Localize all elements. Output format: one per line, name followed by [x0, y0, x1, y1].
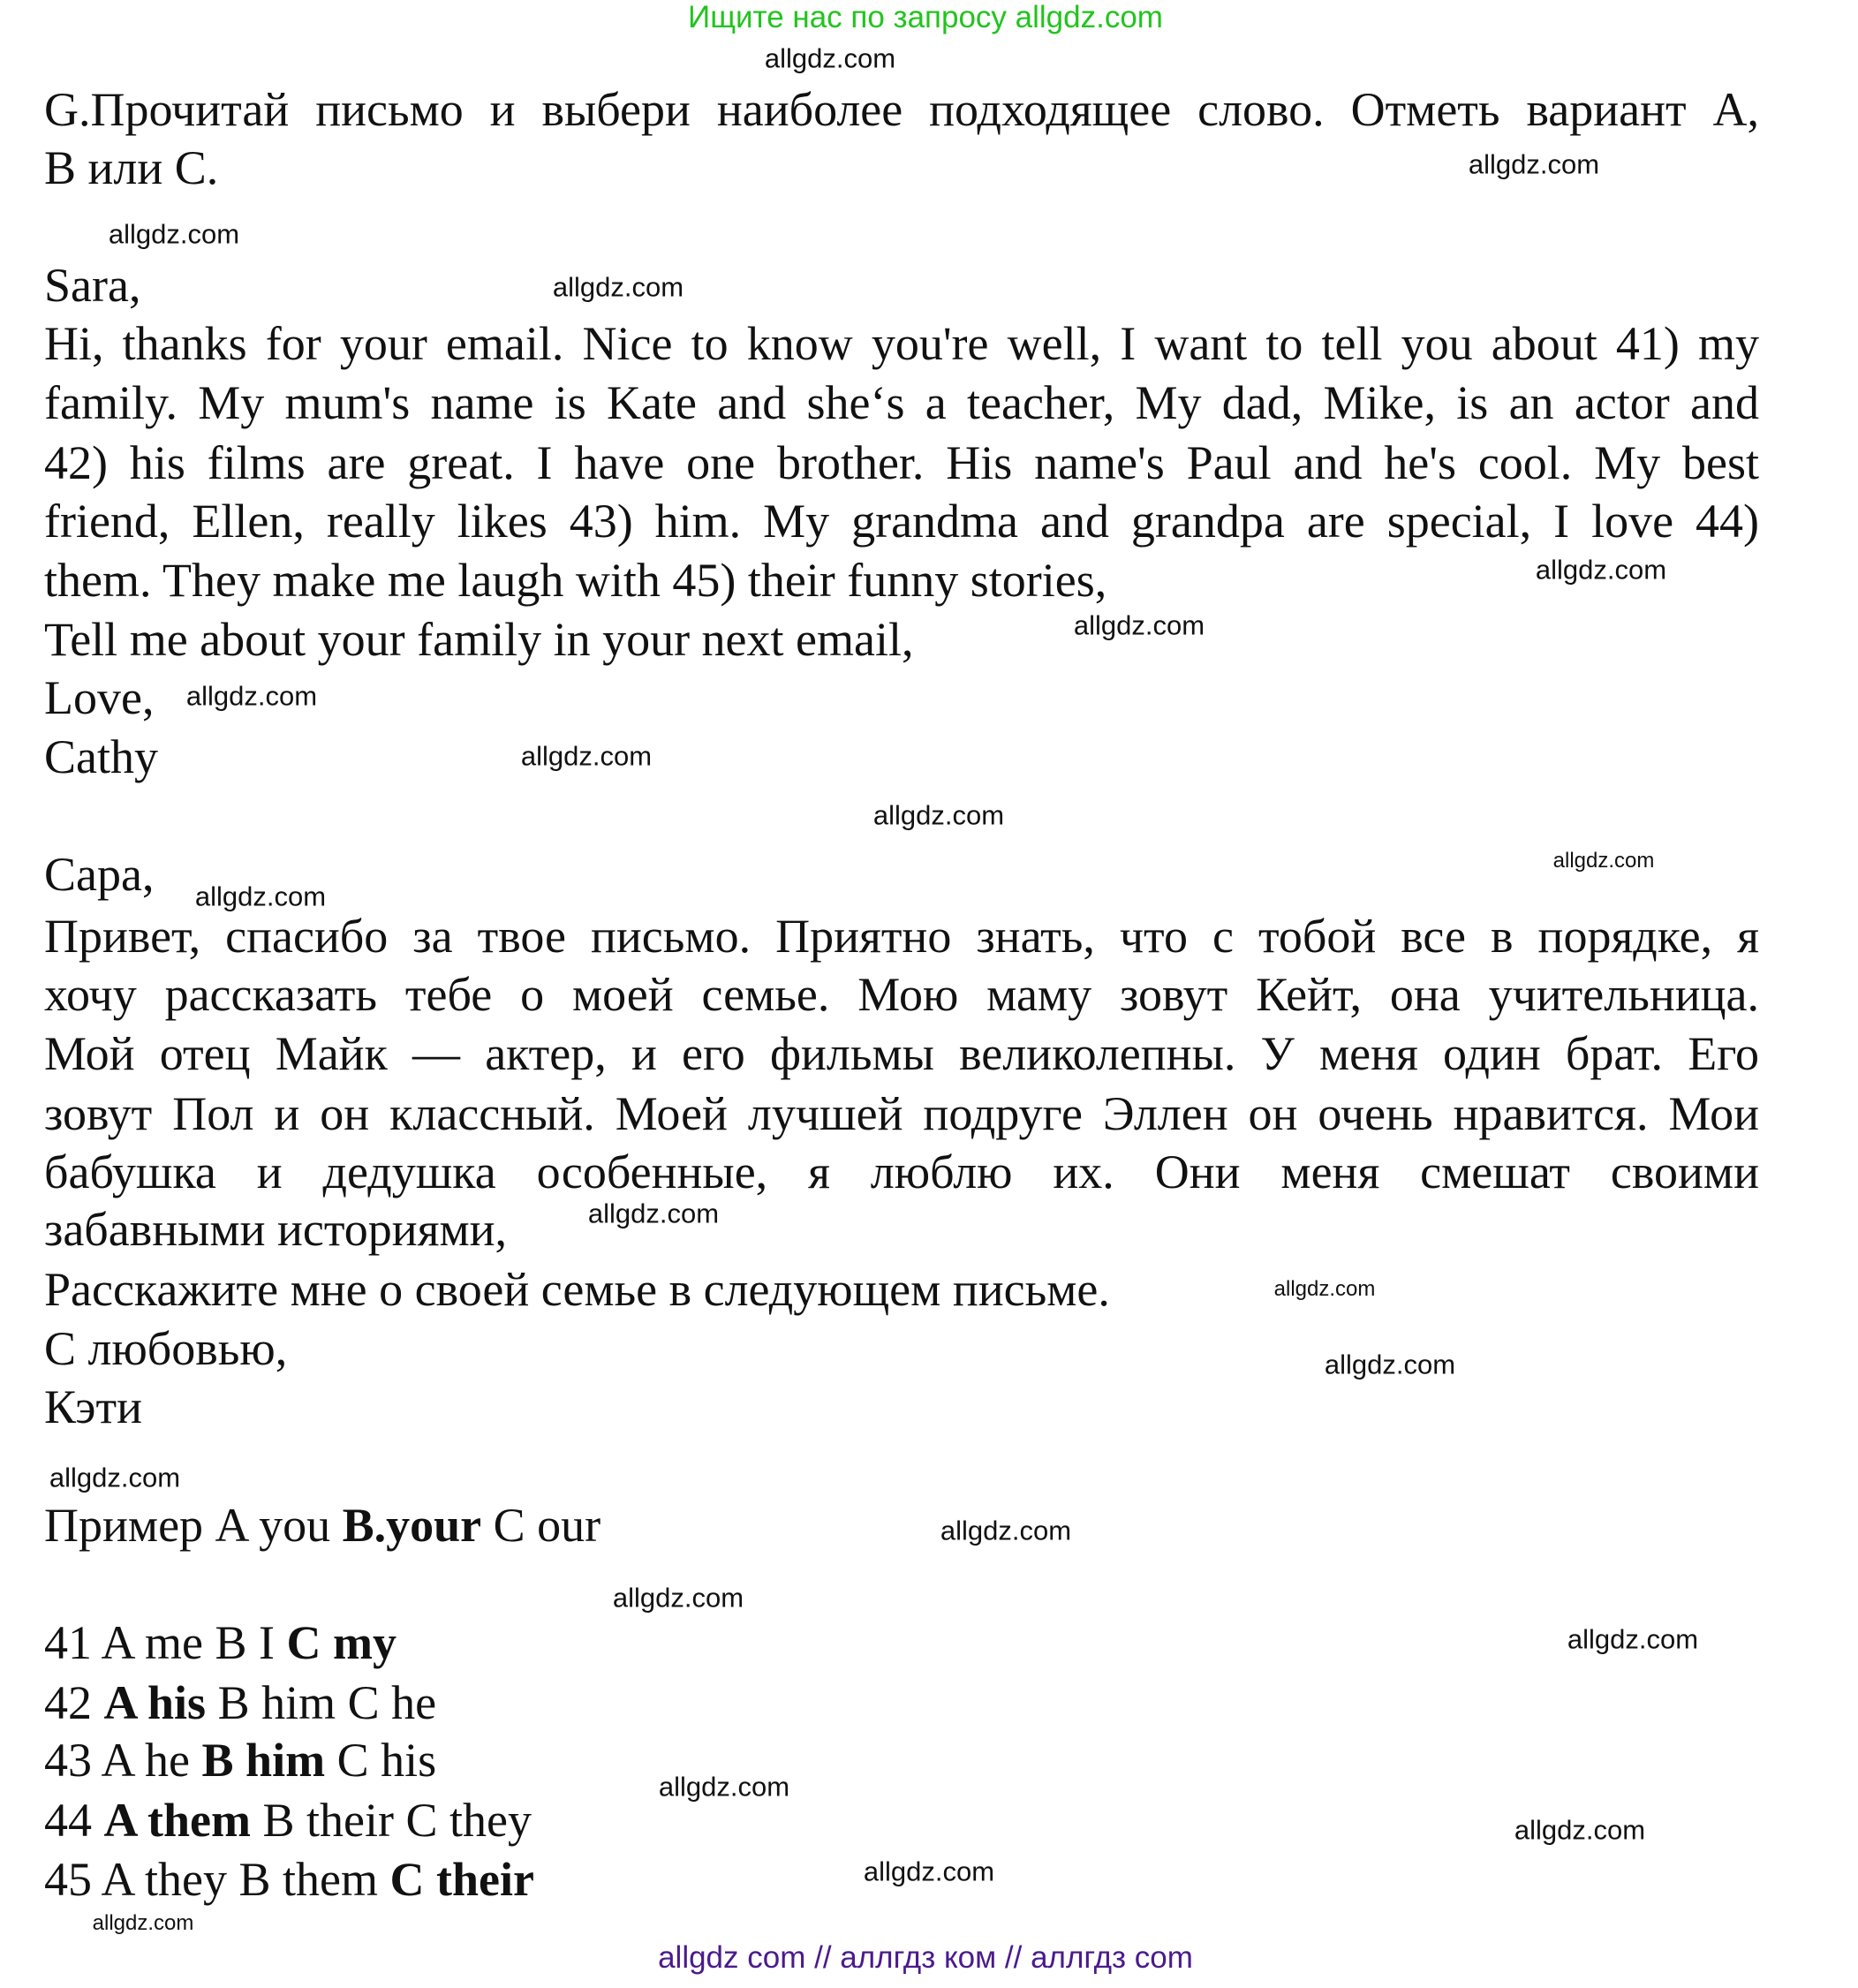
- watermark: allgdz.com: [612, 1582, 744, 1614]
- russian-line: Расскажите мне о своей семье в следующем письме.: [44, 1263, 1110, 1316]
- answer-option: B him: [217, 1676, 336, 1729]
- russian-line: Мой отец Майк — актер, и его фильмы великолепны. У меня один брат. Его: [44, 1027, 1759, 1080]
- watermark: allgdz.com: [1273, 1277, 1376, 1301]
- english-line: friend, Ellen, really likes 43) him. My grandma and grandpa are special, I love 44): [44, 495, 1759, 548]
- watermark: allgdz.com: [1324, 1349, 1456, 1380]
- answer-number: 45: [44, 1853, 92, 1906]
- watermark: allgdz.com: [764, 42, 896, 74]
- example-option: A you: [215, 1499, 331, 1552]
- english-line: family. My mum's name is Kate and she‘s a teacher, My dad, Mike, is an actor and: [44, 376, 1759, 429]
- answer-option: B them: [238, 1853, 379, 1906]
- english-line: Tell me about your family in your next email,: [44, 613, 914, 666]
- answer-option-correct: B him: [201, 1734, 326, 1787]
- answer-number: 41: [44, 1616, 92, 1669]
- answer-option-correct: C my: [286, 1616, 397, 1669]
- watermark: allgdz.com: [1567, 1623, 1699, 1655]
- watermark: allgdz.com: [49, 1462, 181, 1493]
- watermark: allgdz.com: [92, 1911, 194, 1935]
- watermark: allgdz.com: [940, 1515, 1072, 1546]
- answer-option: A me: [101, 1616, 204, 1669]
- english-line: them. They make me laugh with 45) their funny stories,: [44, 554, 1107, 607]
- answer-number: 42: [44, 1676, 92, 1729]
- english-line: 42) his films are great. I have one brother. His name's Paul and he's cool. My best: [44, 436, 1759, 489]
- example-option-correct: B.your: [342, 1499, 482, 1552]
- answer-option: C they: [405, 1794, 532, 1847]
- russian-closing: С любовью,: [44, 1322, 288, 1375]
- watermark: allgdz.com: [1552, 849, 1655, 873]
- answer-option-correct: C their: [389, 1853, 534, 1906]
- answer-number: 44: [44, 1794, 92, 1847]
- example-label: Пример: [44, 1499, 204, 1552]
- promo-header[interactable]: Ищите нас по запросу allgdz.com: [688, 0, 1163, 34]
- watermark: allgdz.com: [520, 740, 653, 772]
- watermark: allgdz.com: [108, 218, 240, 250]
- watermark: allgdz.com: [194, 881, 327, 912]
- watermark: allgdz.com: [872, 799, 1005, 831]
- answer-option: A he: [101, 1734, 191, 1787]
- english-greeting: Sara,: [44, 259, 141, 312]
- answer-option: A they: [101, 1853, 228, 1906]
- watermark: allgdz.com: [1468, 148, 1600, 180]
- russian-line: бабушка и дедушка особенные, я люблю их. Они меня смешат своими: [44, 1145, 1759, 1198]
- answer-line-43: [44, 1731, 1759, 1789]
- watermark: allgdz.com: [185, 680, 318, 712]
- task-instruction-line-1: G.Прочитай письмо и выбери наиболее подходящее слово. Отметь вариант A,: [44, 83, 1759, 136]
- watermark: allgdz.com: [1535, 554, 1667, 586]
- english-closing: Love,: [44, 671, 155, 724]
- answer-line-44: [44, 1791, 1759, 1849]
- answer-line-42: [44, 1674, 1759, 1732]
- watermark: allgdz.com: [552, 271, 684, 303]
- watermark: allgdz.com: [1514, 1814, 1646, 1846]
- russian-greeting: Сара,: [44, 848, 155, 901]
- russian-line: хочу рассказать тебе о моей семье. Мою маму зовут Кейт, она учительница.: [44, 968, 1759, 1021]
- watermark: allgdz.com: [1073, 609, 1205, 641]
- task-instruction-line-2: B или C.: [44, 141, 219, 194]
- answer-option: C his: [336, 1734, 437, 1787]
- answer-option: B I: [215, 1616, 276, 1669]
- russian-signature: Кэти: [44, 1380, 142, 1433]
- english-line: Hi, thanks for your email. Nice to know you're well, I want to tell you about 41) my: [44, 317, 1759, 370]
- answer-option: C he: [347, 1676, 437, 1729]
- promo-footer[interactable]: allgdz com // аллгдз ком // аллгдз com: [658, 1940, 1193, 1975]
- example-line: [44, 1496, 1759, 1554]
- example-option: C our: [493, 1499, 601, 1552]
- answer-option: B their: [262, 1794, 394, 1847]
- english-signature: Cathy: [44, 730, 158, 783]
- answer-line-41: [44, 1614, 1759, 1672]
- answer-option-correct: A his: [103, 1676, 207, 1729]
- answer-option-correct: A them: [103, 1794, 251, 1847]
- russian-line: зовут Пол и он классный. Моей лучшей подруге Эллен он очень нравится. Мои: [44, 1087, 1759, 1140]
- russian-line: забавными историями,: [44, 1203, 508, 1256]
- russian-line: Привет, спасибо за твое письмо. Приятно знать, что с тобой все в порядке, я: [44, 910, 1759, 963]
- answer-number: 43: [44, 1734, 92, 1787]
- watermark: allgdz.com: [863, 1856, 995, 1887]
- watermark: allgdz.com: [658, 1771, 790, 1803]
- watermark: allgdz.com: [587, 1198, 720, 1229]
